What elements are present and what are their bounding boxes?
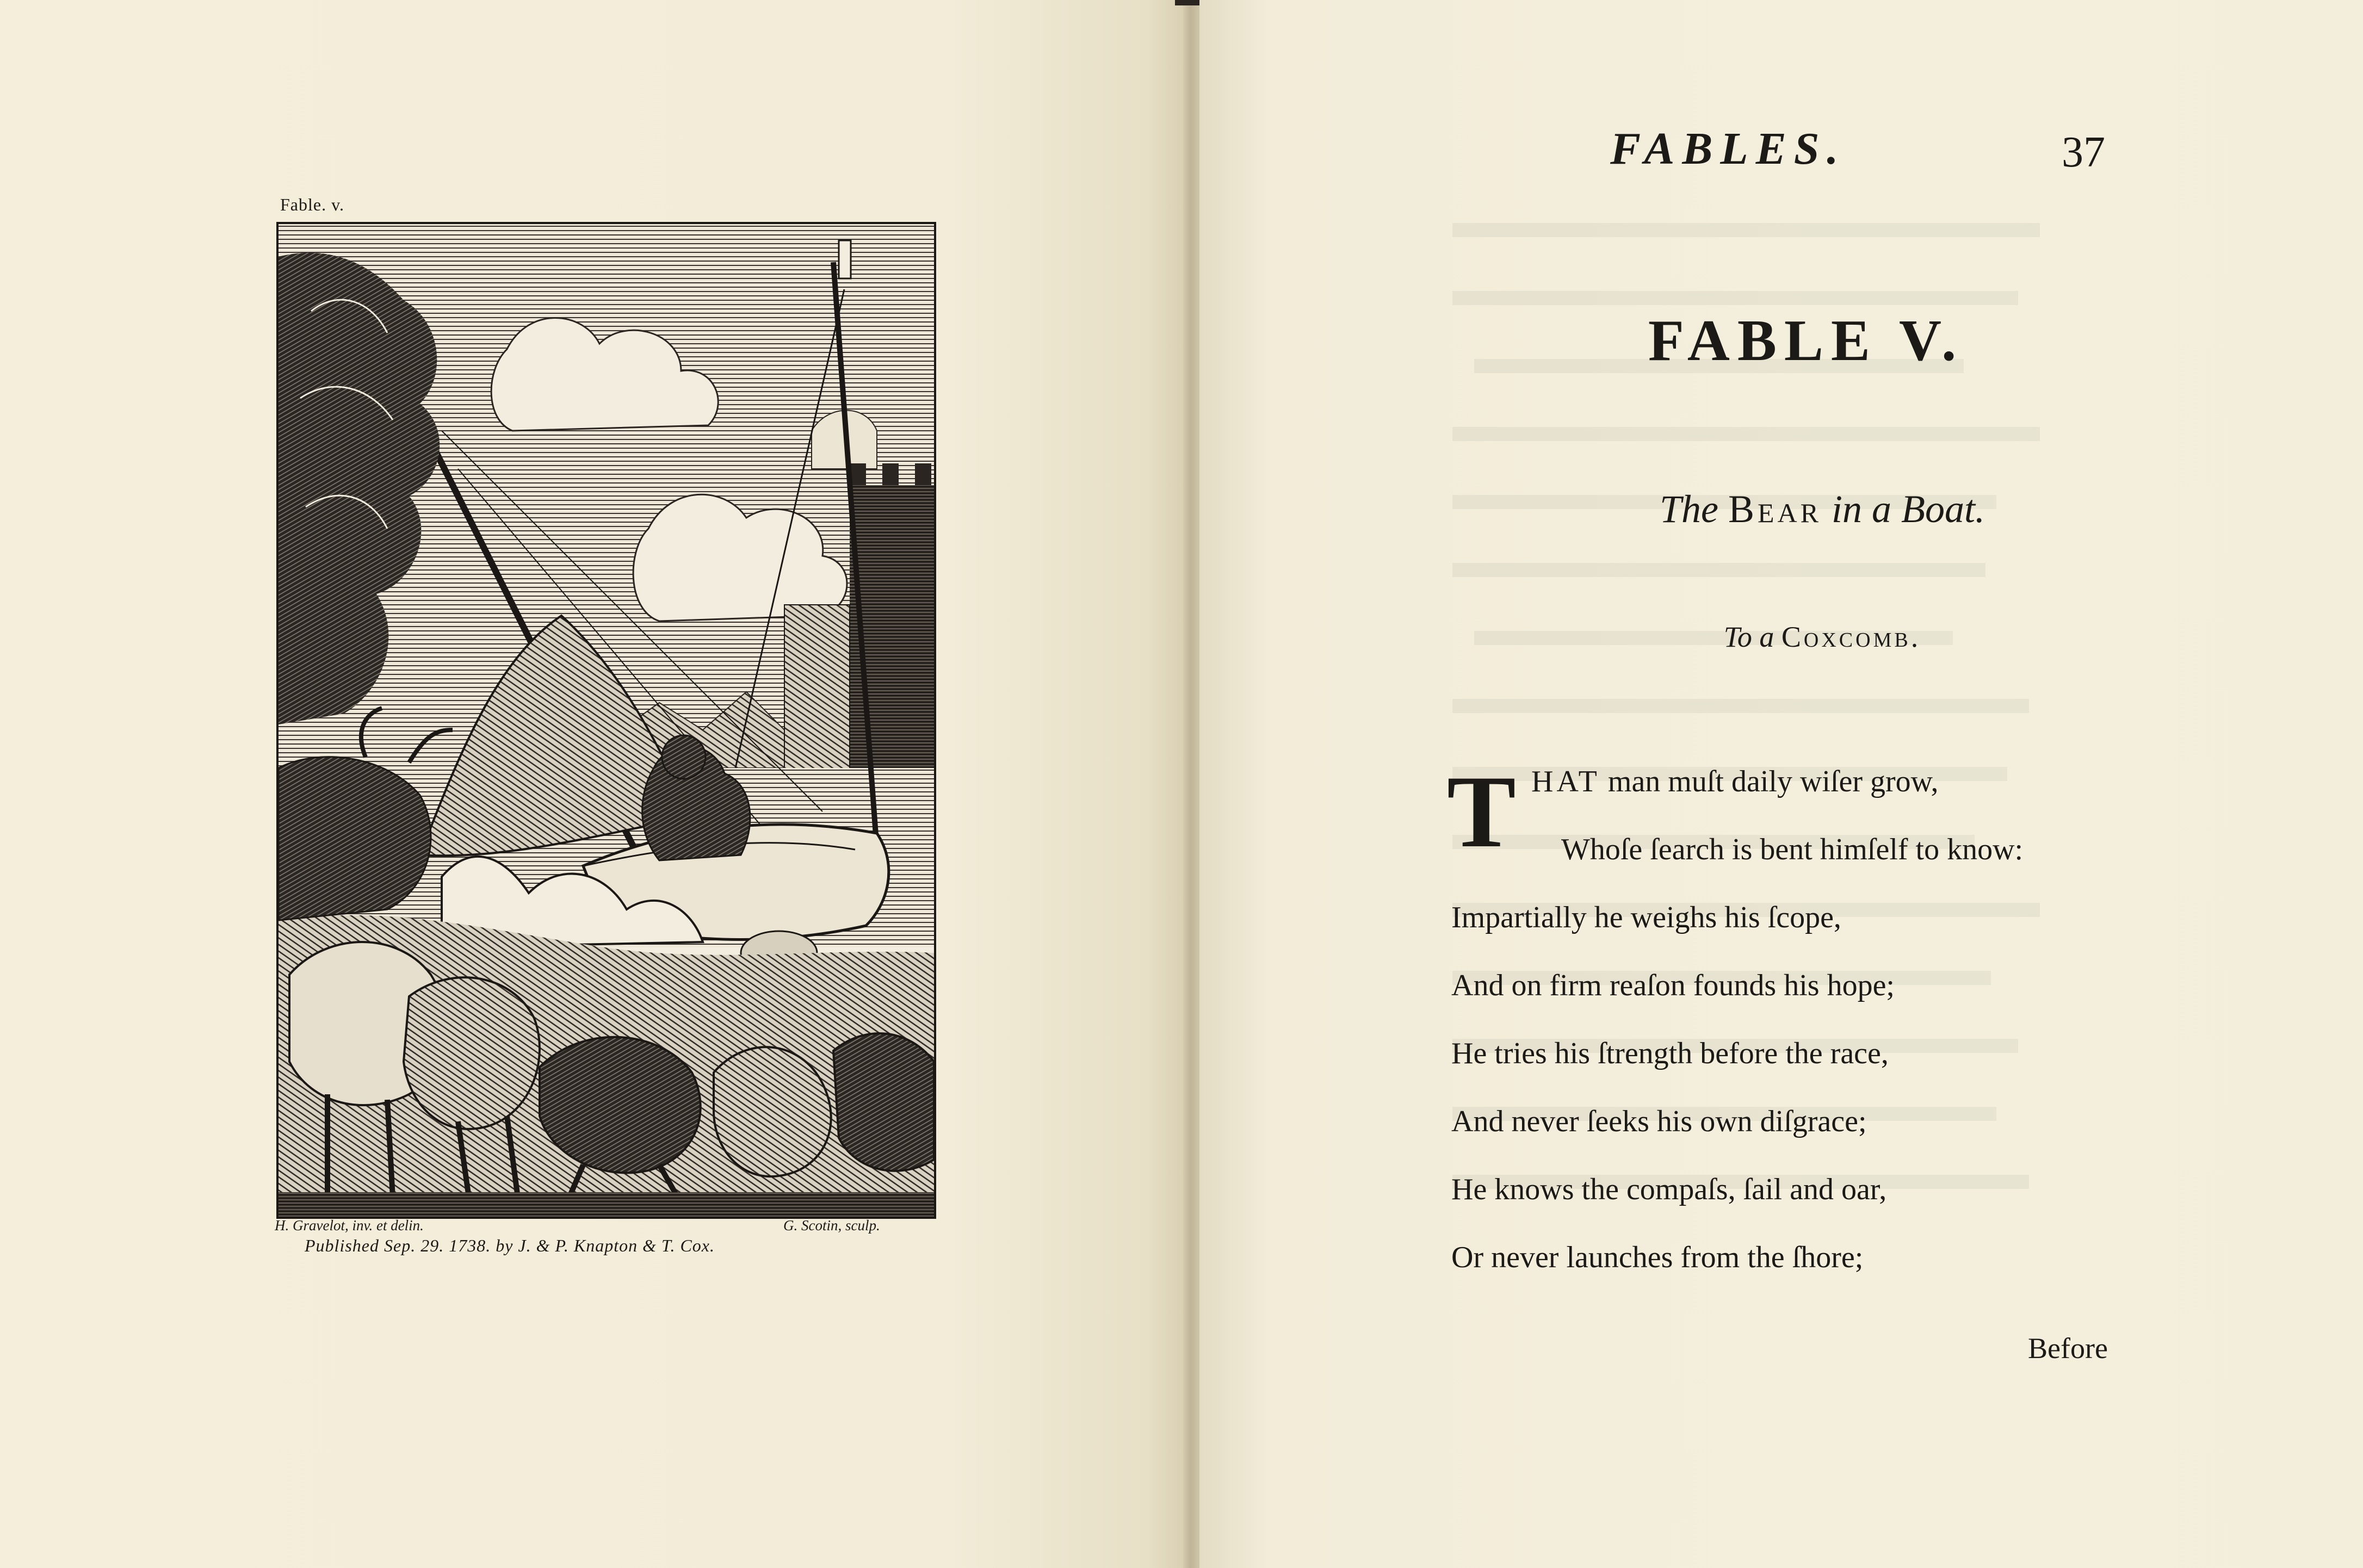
engraving-plate (276, 222, 936, 1219)
publication-line: Published Sep. 29. 1738. by J. & P. Knapton & T. Cox. (305, 1236, 715, 1255)
verse-line-8: Or never launches from the ſhore; (1451, 1241, 1864, 1274)
verse-line-5: He tries his ſtrength before the race, (1451, 1037, 1889, 1070)
subtitle-the: The (1659, 487, 1718, 531)
fable-dedication (1469, 620, 2176, 654)
page-number: 37 (2062, 128, 2105, 176)
book-gutter (1183, 0, 1199, 1568)
engraving-credit-engraver: G. Scotin, sculp. (783, 1217, 880, 1234)
dedication-to-a: To a (1723, 621, 1774, 653)
verse-line-7: He knows the compaſs, ſail and oar, (1451, 1173, 1887, 1206)
verse-line-6: And never ſeeks his own diſgrace; (1451, 1105, 1867, 1138)
fable-subtitle (1442, 487, 2203, 532)
subtitle-in-a: in a (1832, 487, 1892, 531)
verse-line-3: Impartially he weighs his ſcope, (1451, 901, 1841, 934)
engraving-illustration (279, 224, 934, 1217)
verse-line-1 (1531, 764, 1938, 799)
subtitle-bear: Bear (1728, 487, 1822, 531)
engraving-credit-artist: H. Gravelot, inv. et delin. (275, 1217, 424, 1234)
catchword: Before (2028, 1332, 2108, 1365)
fable-title: FABLE V. (1648, 308, 1964, 373)
dedication-coxcomb: Coxcomb. (1781, 621, 1921, 653)
verse-line-2: Whoſe ſearch is bent himſelf to know: (1561, 833, 2024, 866)
running-head: FABLES. (1610, 123, 1846, 174)
drop-cap: T (1447, 755, 1516, 869)
verse-line-4: And on firm reaſon founds his hope; (1451, 969, 1895, 1002)
first-line-caps: HAT (1531, 765, 1600, 798)
plate-label: Fable. v. (280, 195, 345, 214)
first-line-rest: man muſt daily wiſer grow, (1607, 765, 1939, 798)
subtitle-boat: Boat. (1901, 487, 1985, 531)
